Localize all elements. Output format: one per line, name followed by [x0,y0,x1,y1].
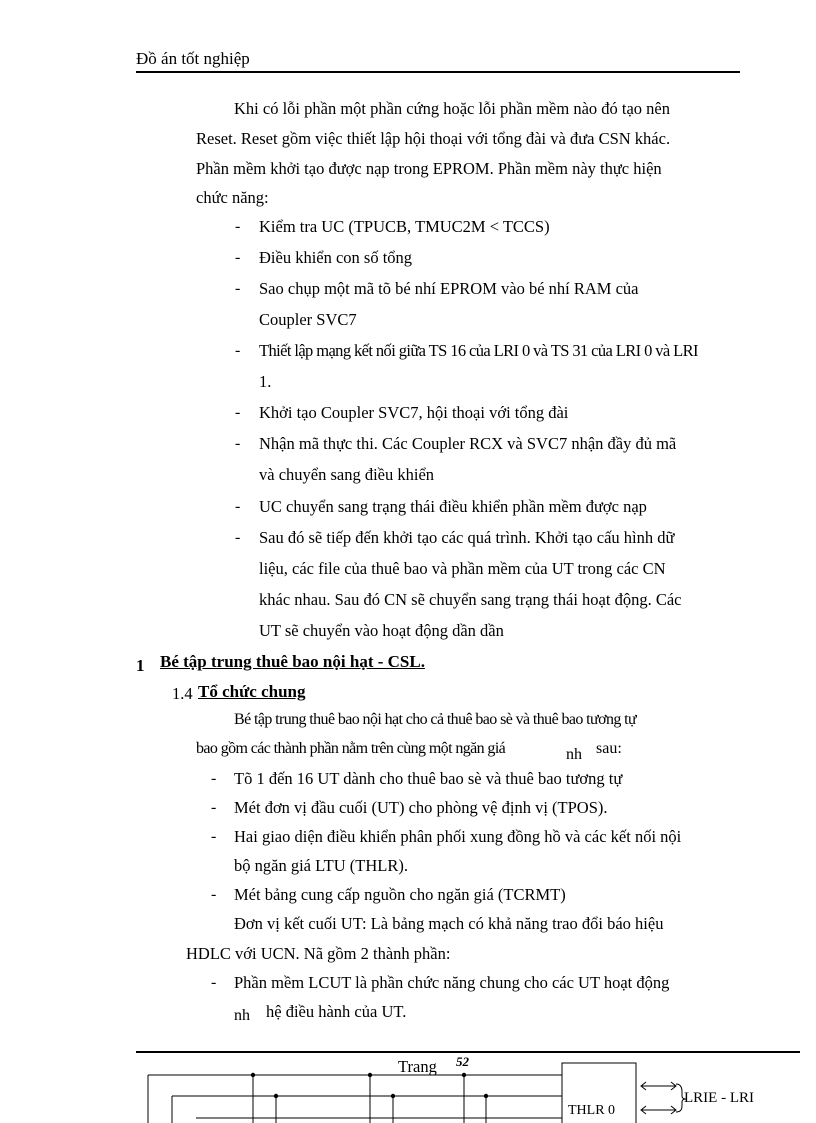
subsection-number: 1.4 [172,684,193,703]
body-line-sub: nh [566,746,582,763]
body-line: bao gồm các thành phần nằm trên cùng một ngăn giá [196,740,506,757]
body-line: sau: [596,740,622,757]
page-header-title: Đồ án tốt nghiệp [136,49,250,68]
list-bullet: - [235,342,241,359]
intro-line: Reset. Reset gồm việc thiết lập hội thoại với tổng đài và đưa CSN khác. [196,129,671,148]
list-bullet: - [235,280,241,297]
step-line: Nhận mã thực thi. Các Coupler RCX và SVC7 nhận đầy đủ mã [259,434,677,453]
list-bullet: - [211,974,217,991]
list-bullet: - [235,435,241,452]
section-heading: Bé tập trung thuê bao nội hạt - CSL. [160,652,425,671]
intro-line: Phần mềm khởi tạo được nạp trong EPROM. Phần mềm này thực hiện [196,159,662,178]
list-item: hệ điều hành của UT. [266,1002,407,1021]
step-line: khác nhau. Sau đó CN sẽ chuyển sang trạng thái hoạt động. Các [259,590,682,609]
list-item: Mét đơn vị đầu cuối (UT) cho phòng vệ định vị (TPOS). [234,798,608,817]
list-bullet: - [211,828,217,845]
list-bullet: - [235,529,241,546]
list-item: Phần mềm LCUT là phần chức năng chung cho các UT hoạt động [234,973,670,992]
section-number: 1 [136,656,145,675]
step-line: Thiết lập mạng kết nối giữa TS 16 của LRI 0 và TS 31 của LRI 0 và LRI [259,341,698,360]
list-item: Mét bảng cung cấp nguồn cho ngăn giá (TCRMT) [234,885,566,904]
list-bullet: - [211,770,217,787]
footer-page-number: 52 [456,1054,469,1069]
list-item: Tõ 1 đến 16 UT dành cho thuê bao sè và thuê bao tương tự [234,769,623,788]
step-line: liệu, các file của thuê bao và phần mềm của UT trong các CN [259,559,666,578]
step-line: UT sẽ chuyển vào hoạt động dần dần [259,621,504,640]
step-line: Kiểm tra UC (TPUCB, TMUC2M < TCCS) [259,217,550,236]
footer-page-label: Trang [398,1057,437,1076]
list-item: Hai giao diện điều khiển phân phối xung đồng hồ và các kết nối nội [234,827,682,846]
step-line: UC chuyển sang trạng thái điều khiển phần mềm được nạp [259,497,647,516]
step-line: Điều khiển con số tổng [259,248,413,267]
body-line: Bé tập trung thuê bao nội hạt cho cả thuê bao sè và thuê bao tương tự [234,711,637,728]
list-item: bộ ngăn giá LTU (THLR). [234,856,408,875]
list-bullet: - [235,498,241,515]
list-bullet: - [235,218,241,235]
step-line: Sau đó sẽ tiếp đến khởi tạo các quá trình. Khởi tạo cấu hình dữ [259,528,675,547]
step-line: Khởi tạo Coupler SVC7, hội thoại với tổng đài [259,403,569,422]
body-line: Đơn vị kết cuối UT: Là bảng mạch có khả năng trao đổi báo hiệu [234,914,664,933]
intro-line: chức năng: [196,188,269,207]
list-bullet: - [211,799,217,816]
list-bullet: - [235,404,241,421]
lri-label: LRIE - LRI [684,1090,754,1106]
subsection-heading: Tổ chức chung [198,682,306,701]
step-line: 1. [259,372,272,391]
step-line: Coupler SVC7 [259,310,357,329]
body-line: HDLC với UCN. Nã gồm 2 thành phần: [186,944,451,963]
intro-line: Khi có lỗi phần một phần cứng hoặc lỗi phần mềm nào đó tạo nên [234,99,671,118]
list-bullet: - [235,249,241,266]
step-line: Sao chụp một mã tõ bé nhí EPROM vào bé nhí RAM của [259,279,639,298]
thlr-box-label: THLR 0 [568,1103,616,1118]
list-bullet: - [211,886,217,903]
list-item-sub: nh [234,1007,250,1024]
step-line: và chuyển sang điều khiển [259,465,435,484]
